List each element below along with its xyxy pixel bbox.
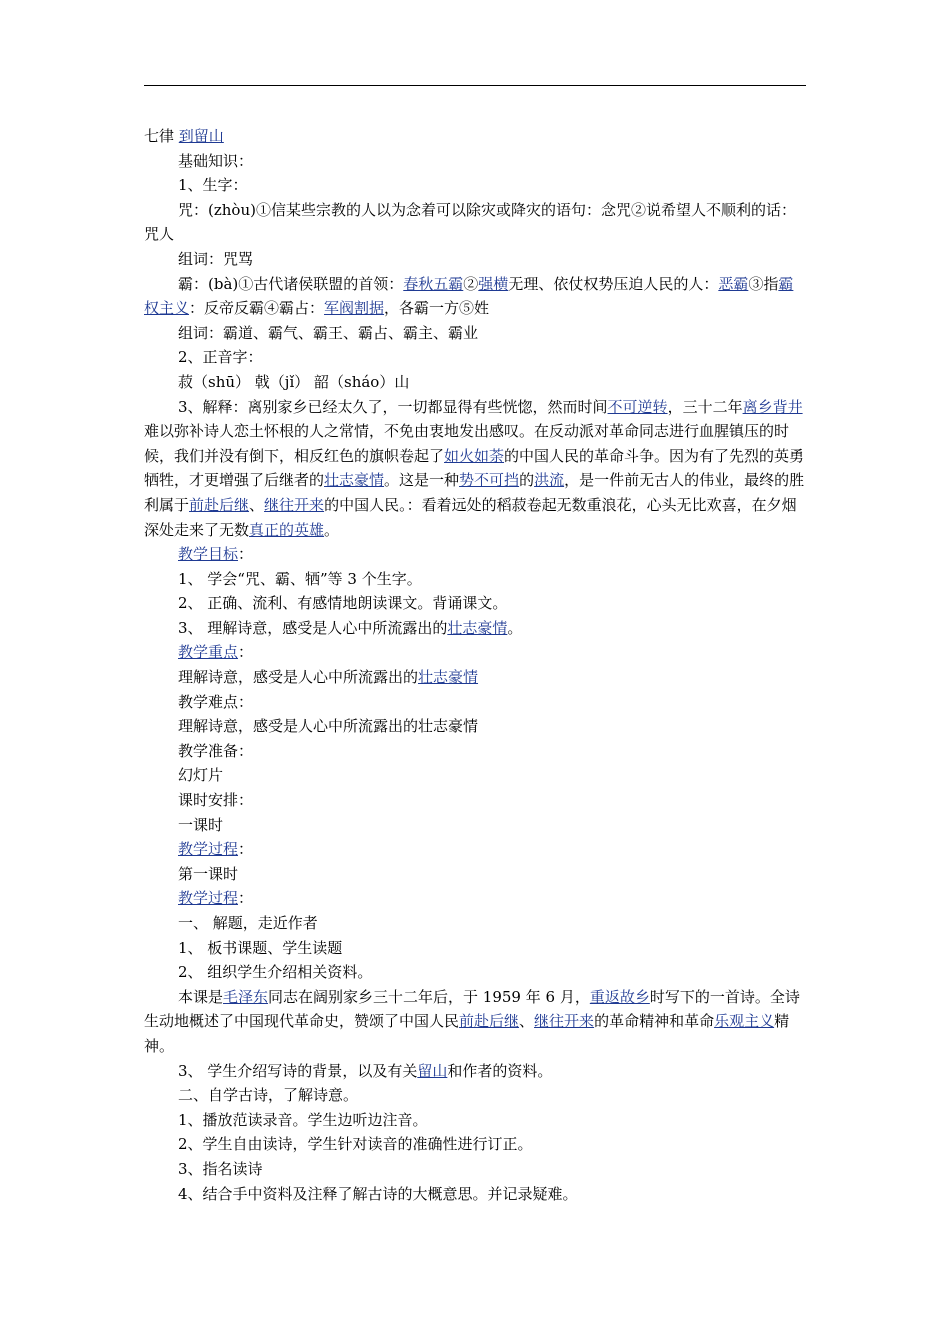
key-text: 理解诗意，感受是人心中所流露出的壮志豪情: [178, 668, 479, 687]
link-jiwang[interactable]: 继往开来: [264, 495, 325, 514]
section-new-chars: 1、生字：: [178, 176, 248, 195]
process-heading-1: 教学过程：: [178, 840, 254, 859]
prep-text: 幻灯片: [178, 766, 224, 785]
intro-paragraph: 本课是毛泽东同志在阔别家乡三十二年后，于 1959 年 6 月，重返故乡时写下的一首诗。全诗生动地概述了中国现代革命史，赞颂了中国人民前赴后继、继往开来的革命精神和革命乐观主义精神。: [144, 987, 800, 1055]
link-maozedong[interactable]: 毛泽东: [223, 987, 269, 1006]
link-shibukedang[interactable]: 势不可挡: [459, 471, 520, 490]
difficult-text: 理解诗意，感受是人心中所流露出的壮志豪情: [178, 717, 479, 736]
link-liushan[interactable]: 留山: [417, 1061, 448, 1080]
char-ba-words: 组词：霸道、霸气、霸王、霸占、霸主、霸业: [178, 323, 479, 342]
goal-2: 2、 正确、流利、有感情地朗读课文。背诵课文。: [178, 594, 508, 613]
step-one: 一、 解题，走近作者: [178, 914, 318, 932]
header-rule: [144, 85, 806, 86]
link-key[interactable]: 教学重点: [178, 643, 239, 662]
link-leguan[interactable]: 乐观主义: [714, 1012, 775, 1031]
document-body: [144, 124, 806, 1206]
schedule-heading: 课时安排：: [178, 791, 254, 810]
pronunciation-list: 菽（shū） 戟（jǐ） 韶（sháo）山: [178, 372, 410, 391]
step-one-2: 2、 组织学生介绍相关资料。: [178, 963, 373, 982]
link-intro-qianfu[interactable]: 前赴后继: [459, 1012, 520, 1031]
char-zhou-words: 组词：咒骂: [178, 249, 254, 268]
link-intro-jiwang[interactable]: 继往开来: [534, 1012, 595, 1031]
link-qianfu[interactable]: 前赴后继: [189, 495, 250, 514]
char-zhou: 咒：(zhòu)①信某些宗教的人以为念着可以除灾或降灾的语句：念咒②说希望人不顺利的话：咒人: [144, 200, 796, 244]
link-bukenizhuan[interactable]: 不可逆转: [607, 397, 668, 416]
char-ba: 霸：(bà)①古代诸侯联盟的首领：春秋五霸②强横无理、依仗权势压迫人民的人：恶霸③指霸权主义：反帝反霸④霸占：军阀割据，各霸一方⑤姓: [144, 274, 794, 318]
link-ruhuorutu[interactable]: 如火如荼: [444, 446, 505, 465]
step-two-3: 3、指名读诗: [178, 1159, 263, 1178]
link-eba[interactable]: 恶霸: [718, 274, 749, 293]
lesson-1: 第一课时: [178, 864, 239, 883]
title-link[interactable]: 到留山: [178, 127, 224, 145]
step-two-2: 2、学生自由读诗，学生针对读音的准确性进行订正。: [178, 1135, 533, 1154]
step-one-1: 1、 板书课题、学生读题: [178, 938, 343, 957]
goals-heading: 教学目标：: [178, 545, 254, 564]
link-key-zhuangzhi[interactable]: 壮志豪情: [418, 668, 479, 687]
link-goals[interactable]: 教学目标: [178, 545, 239, 564]
link-baquan[interactable]: 霸权主义: [144, 274, 794, 318]
step-two-1: 1、播放范读录音。学生边听边注音。: [178, 1110, 428, 1129]
explanation-paragraph: 3、解释：离别家乡已经太久了，一切都显得有些恍惚，然而时间不可逆转，三十二年离乡背井难以弥补诗人恋土怀根的人之常情，不免由衷地发出感叹。在反动派对革命同志进行血腥镇压的时候，我们并没有倒下，相反红色的旗帜卷起了如火如荼的中国人民的革命斗争。因为有了先烈的英勇牺牲，才更增强了后继者的壮志豪情。这是一种势不可挡的洪流，是一件前无古人的伟业，最终的胜利属于前赴后继、继往开来的中国人民。：看着远处的稻菽卷起无数重浪花，心头无比欢喜，在夕烟深处走来了无数真正的英雄。: [144, 397, 805, 539]
link-yingxiong[interactable]: 真正的英雄: [249, 520, 325, 539]
schedule-text: 一课时: [178, 815, 224, 834]
basic-heading: 基础知识：: [178, 151, 254, 170]
link-chongfan[interactable]: 重返故乡: [589, 987, 650, 1006]
link-zhuangzhi[interactable]: 壮志豪情: [324, 471, 385, 490]
process-heading-2: 教学过程：: [178, 889, 254, 908]
link-chunqiu[interactable]: 春秋五霸: [403, 274, 464, 293]
difficult-heading: 教学难点：: [178, 692, 254, 711]
goal-3: 3、 理解诗意，感受是人心中所流露出的壮志豪情。: [178, 618, 523, 637]
link-goal3-zhuangzhi[interactable]: 壮志豪情: [447, 618, 508, 637]
step-two: 二、自学古诗，了解诗意。: [178, 1086, 359, 1105]
link-hongliu[interactable]: 洪流: [534, 471, 565, 490]
link-process-2[interactable]: 教学过程: [178, 889, 239, 908]
link-junfa[interactable]: 军阀割据: [324, 299, 385, 318]
step-two-4: 4、结合手中资料及注释了解古诗的大概意思。并记录疑难。: [178, 1184, 578, 1203]
key-heading: 教学重点：: [178, 643, 254, 662]
link-qiangheng[interactable]: 强横: [478, 274, 509, 293]
prep-heading: 教学准备：: [178, 741, 254, 760]
link-lixiang[interactable]: 离乡背井: [742, 397, 803, 416]
step-one-3: 3、 学生介绍写诗的背景，以及有关留山和作者的资料。: [178, 1061, 553, 1080]
doc-title: 七律 到留山: [144, 127, 224, 145]
section-pronunciation: 2、正音字：: [178, 348, 263, 367]
goal-1: 1、 学会“咒、霸、牺”等 3 个生字。: [178, 569, 422, 588]
link-process-1[interactable]: 教学过程: [178, 840, 239, 859]
